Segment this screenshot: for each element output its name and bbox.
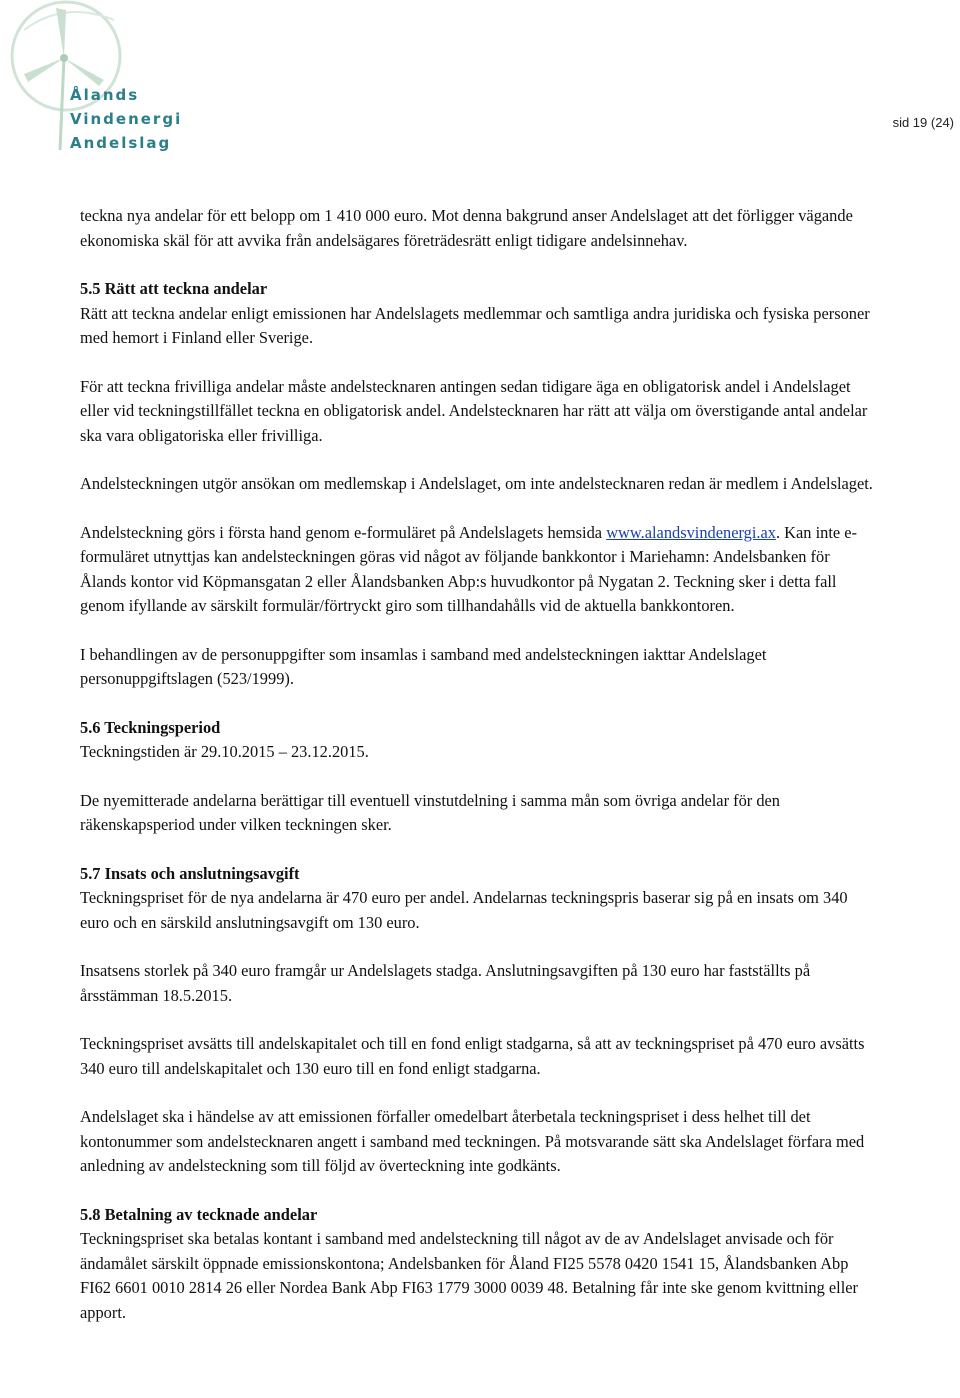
page-number: sid 19 (24)	[892, 115, 954, 130]
paragraph: Andelslaget ska i händelse av att emissionen förfaller omedelbart återbetala teckningspriset i dess helhet till det kontonummer som andelstecknaren angett i samband med teckningen. På motsvarande sätt ska Andelslaget förfara med anledning av andelsteckning som till följd av överteckning inte godkänts.	[80, 1107, 865, 1175]
paragraph: Andelsteckningen utgör ansökan om medlemskap i Andelslaget, om inte andelstecknaren redan är medlem i Andelslaget.	[80, 474, 873, 493]
section-5-8	[80, 1203, 880, 1326]
logo-line-3: Andelslag	[70, 134, 172, 152]
section-5-6	[80, 716, 880, 765]
website-link[interactable]: www.alandsvindenergi.ax	[606, 522, 776, 542]
paragraph-text: . Kan inte e-formuläret utnyttjas kan andelsteckningen göras vid något av följande bankkontor i Mariehamn: Andelsbanken för Ålands kontor vid Köpmansgatan 2 eller Ålandsbanken Abp:s huvudkontor på Nygatan 2. Teckning sker i detta fall genom ifyllande av särskilt formulär/förtryckt giro som tillhandahålls vid de aktuella bankkontoren.	[80, 522, 857, 615]
logo-line-2: Vindenergi	[70, 110, 183, 128]
section-heading: 5.6 Teckningsperiod	[80, 717, 221, 737]
section-5-5	[80, 277, 880, 351]
document-body	[80, 204, 880, 1349]
section-heading: 5.7 Insats och anslutningsavgift	[80, 863, 300, 883]
paragraph: I behandlingen av de personuppgifter som insamlas i samband med andelsteckningen iakttar Andelslaget personuppgiftslagen (523/1999).	[80, 644, 767, 688]
paragraph-text: Andelsteckning görs i första hand genom e-formuläret på Andelslagets hemsida	[80, 522, 607, 542]
section-heading: 5.8 Betalning av tecknade andelar	[80, 1204, 318, 1224]
company-logo	[4, 0, 194, 160]
paragraph: De nyemitterade andelarna berättigar till eventuell vinstutdelning i samma mån som övriga andelar för den räkenskapsperiod under vilken teckningen sker.	[80, 790, 781, 834]
paragraph: Insatsens storlek på 340 euro framgår ur Andelslagets stadga. Anslutningsavgiften på 130 euro har fastställts på årsstämman 18.5.2015.	[80, 961, 811, 1005]
paragraph: Teckningspriset avsätts till andelskapitalet och till en fond enligt stadgarna, så att av teckningspriset på 470 euro avsätts 340 euro till andelskapitalet och 130 euro till en fond enligt stadgarna.	[80, 1034, 865, 1078]
section-heading: 5.5 Rätt att teckna andelar	[80, 279, 268, 298]
paragraph-text: Rätt att teckna andelar enligt emissionen har Andelslagets medlemmar och samtliga andra juridiska och fysiska personer med hemort i Finland eller Sverige.	[80, 303, 870, 347]
paragraph: teckna nya andelar för ett belopp om 1 410 000 euro. Mot denna bakgrund anser Andelslaget att det förligger vägande ekonomiska skäl för att avvika från andelsägares företrädesrätt enligt tidigare andelsinnehav.	[80, 206, 853, 250]
logo-line-1: Ålands	[70, 86, 140, 104]
paragraph: För att teckna frivilliga andelar måste andelstecknaren antingen sedan tidigare äga en obligatorisk andel i Andelslaget eller vid teckningstillfället teckna en obligatorisk andel. Andelstecknaren har rätt att välja om överstigande antal andelar ska vara obligatoriska eller frivilliga.	[80, 376, 868, 445]
paragraph-with-link	[80, 521, 880, 619]
paragraph-text: Teckningspriset ska betalas kontant i samband med andelsteckning till något av de av Andelslaget anvisade och för ändamålet särskilt öppnade emissionskontona; Andelsbanken för Åland FI25 5578 0420 1541 15, Ålandsbanken Abp FI62 6601 0010 2814 26 eller Nordea Bank Abp FI63 1779 3000 0039 48. Betalning får inte ske genom kvittning eller apport.	[80, 1229, 858, 1322]
section-5-7	[80, 862, 880, 936]
paragraph-text: Teckningstiden är 29.10.2015 – 23.12.2015.	[80, 742, 369, 761]
paragraph-text: Teckningspriset för de nya andelarna är 470 euro per andel. Andelarnas teckningspris baserar sig på en insats om 340 euro och en särskild anslutningsavgift om 130 euro.	[80, 888, 848, 932]
